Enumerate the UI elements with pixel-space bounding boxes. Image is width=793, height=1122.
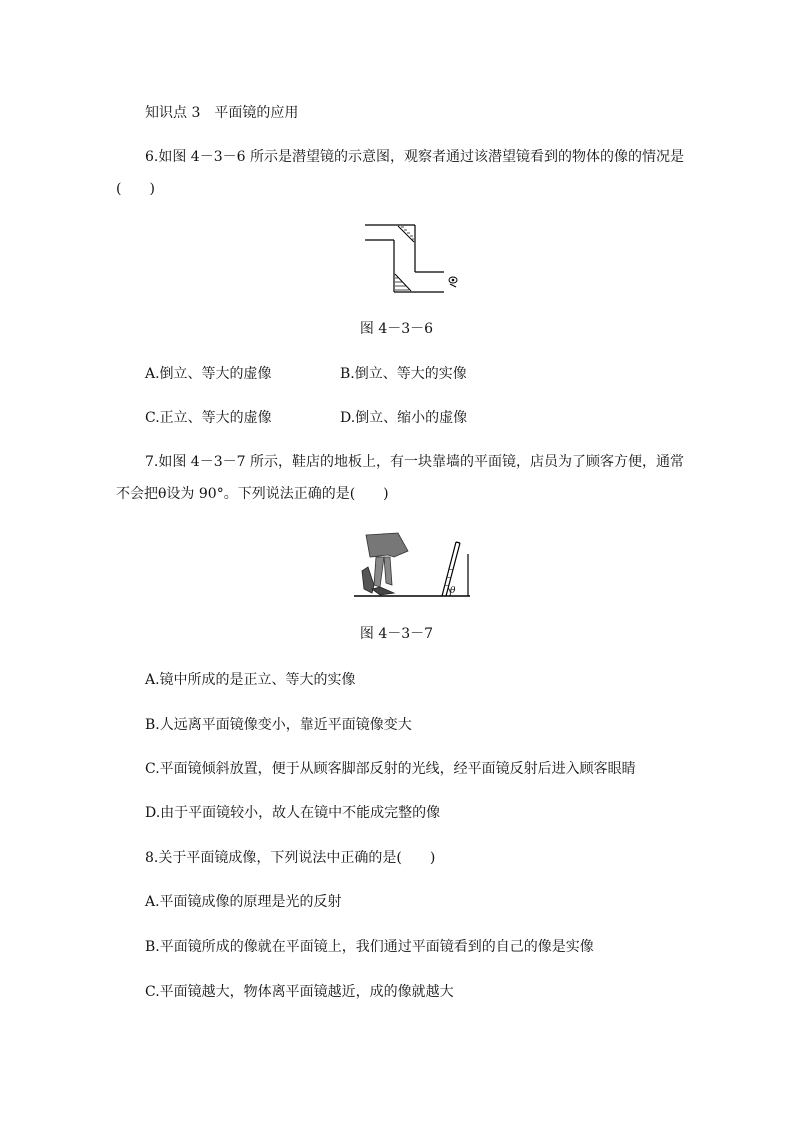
shoe-store-mirror-diagram	[350, 527, 475, 602]
question-8-option-a: A.平面镜成像的原理是光的反射	[145, 894, 342, 910]
question-8-option-c: C.平面镜越大，物体离平面镜越近，成的像就越大	[145, 984, 454, 1000]
question-6-option-c: C.正立、等大的虚像	[145, 410, 272, 426]
question-7-option-d: D.由于平面镜较小，故人在镜中不能成完整的像	[145, 805, 441, 821]
figure-4-3-7-caption: 图 4－3－7	[359, 626, 434, 642]
question-7-option-a: A.镜中所成的是正立、等大的实像	[145, 672, 356, 688]
question-7-option-b: B.人远离平面镜像变小，靠近平面镜像变大	[145, 717, 412, 733]
theta-label: θ	[450, 586, 456, 596]
question-7-stem-line1: 7.如图 4－3－7 所示，鞋店的地板上，有一块靠墙的平面镜，店员为了顾客方便，通常	[145, 454, 684, 470]
question-6-stem-line2: ( )	[116, 181, 155, 197]
question-7-stem-line2: 不会把θ设为 90°。下列说法正确的是( )	[116, 486, 389, 502]
section-heading: 知识点 3 平面镜的应用	[145, 105, 299, 121]
eye-icon	[449, 277, 457, 287]
question-6-option-a: A.倒立、等大的虚像	[145, 366, 272, 382]
question-6-option-d: D.倒立、缩小的虚像	[340, 410, 468, 426]
question-8-stem: 8.关于平面镜成像，下列说法中正确的是( )	[145, 850, 436, 866]
question-6-option-b: B.倒立、等大的实像	[340, 366, 467, 382]
figure-4-3-6-caption: 图 4－3－6	[359, 321, 434, 337]
question-6-stem-line1: 6.如图 4－3－6 所示是潜望镜的示意图，观察者通过该潜望镜看到的物体的像的情况是	[145, 149, 684, 165]
periscope-diagram	[360, 220, 470, 300]
question-7-option-c: C.平面镜倾斜放置，便于从顾客脚部反射的光线，经平面镜反射后进入顾客眼睛	[145, 761, 636, 777]
question-8-option-b: B.平面镜所成的像就在平面镜上，我们通过平面镜看到的自己的像是实像	[145, 939, 594, 955]
